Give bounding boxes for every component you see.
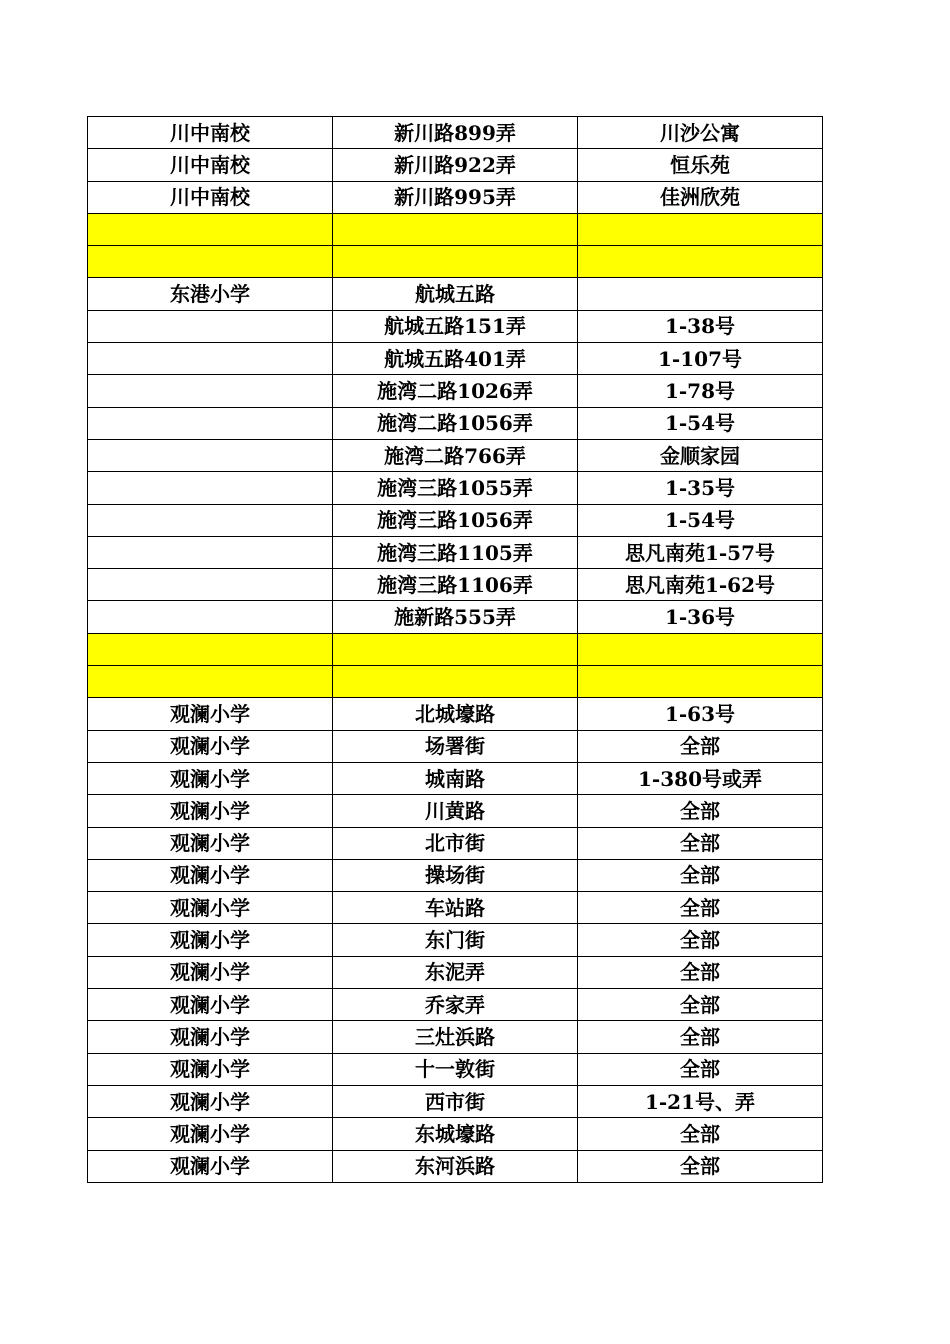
road-cell[interactable]: 操场街 [333,859,578,891]
table-row [88,439,823,471]
table-row [88,989,823,1021]
scope-cell[interactable]: 1-36号 [578,601,823,633]
road-cell[interactable]: 航城五路401弄 [333,343,578,375]
table-row-highlighted [88,213,823,245]
road-cell[interactable]: 施湾二路1056弄 [333,407,578,439]
school-cell[interactable] [88,407,333,439]
school-cell[interactable] [88,310,333,342]
school-cell[interactable]: 观澜小学 [88,795,333,827]
road-cell[interactable] [333,213,578,245]
address-table [87,116,823,1183]
school-cell[interactable] [88,439,333,471]
table-row [88,924,823,956]
school-cell[interactable]: 观澜小学 [88,1150,333,1182]
road-cell[interactable]: 施新路555弄 [333,601,578,633]
table-row [88,1053,823,1085]
school-cell[interactable] [88,213,333,245]
table-row [88,827,823,859]
school-cell[interactable]: 观澜小学 [88,698,333,730]
table-row [88,117,823,149]
scope-cell[interactable]: 1-21号、弄 [578,1085,823,1117]
school-cell[interactable]: 观澜小学 [88,730,333,762]
scope-cell[interactable]: 1-38号 [578,310,823,342]
school-cell[interactable]: 川中南校 [88,117,333,149]
school-cell[interactable]: 川中南校 [88,181,333,213]
scope-cell[interactable]: 1-78号 [578,375,823,407]
scope-cell[interactable]: 全部 [578,1150,823,1182]
school-cell[interactable] [88,246,333,278]
school-cell[interactable]: 观澜小学 [88,1021,333,1053]
table-row [88,569,823,601]
table-row [88,762,823,794]
road-cell[interactable]: 东河浜路 [333,1150,578,1182]
school-cell[interactable]: 观澜小学 [88,1053,333,1085]
scope-cell[interactable]: 恒乐苑 [578,149,823,181]
road-cell[interactable]: 施湾二路1026弄 [333,375,578,407]
table-row [88,278,823,310]
road-cell[interactable]: 东门街 [333,924,578,956]
school-cell[interactable] [88,536,333,568]
road-cell[interactable]: 乔家弄 [333,989,578,1021]
table-row-highlighted [88,633,823,665]
road-cell[interactable]: 东城壕路 [333,1118,578,1150]
road-cell[interactable]: 施湾三路1056弄 [333,504,578,536]
road-cell[interactable]: 新川路995弄 [333,181,578,213]
table-row [88,504,823,536]
school-cell[interactable]: 观澜小学 [88,956,333,988]
table-row [88,1021,823,1053]
road-cell[interactable]: 西市街 [333,1085,578,1117]
school-cell[interactable] [88,504,333,536]
school-cell[interactable]: 观澜小学 [88,859,333,891]
road-cell[interactable]: 施湾三路1055弄 [333,472,578,504]
road-cell[interactable] [333,666,578,698]
table-row [88,407,823,439]
road-cell[interactable] [333,246,578,278]
table-row [88,956,823,988]
road-cell[interactable]: 施湾二路766弄 [333,439,578,471]
scope-cell[interactable]: 思凡南苑1-62号 [578,569,823,601]
scope-cell[interactable]: 全部 [578,924,823,956]
school-cell[interactable] [88,601,333,633]
road-cell[interactable]: 十一敦街 [333,1053,578,1085]
table-row [88,343,823,375]
table-row [88,698,823,730]
scope-cell[interactable] [578,246,823,278]
scope-cell[interactable]: 全部 [578,1053,823,1085]
table-row [88,472,823,504]
road-cell[interactable]: 施湾三路1105弄 [333,536,578,568]
table-row [88,310,823,342]
scope-cell[interactable] [578,278,823,310]
table-row-highlighted [88,666,823,698]
scope-cell[interactable] [578,213,823,245]
school-cell[interactable]: 川中南校 [88,149,333,181]
school-cell[interactable] [88,375,333,407]
table-row [88,601,823,633]
school-cell[interactable]: 观澜小学 [88,1118,333,1150]
scope-cell[interactable]: 全部 [578,859,823,891]
school-cell[interactable]: 观澜小学 [88,1085,333,1117]
road-cell[interactable]: 新川路899弄 [333,117,578,149]
table-row [88,730,823,762]
scope-cell[interactable]: 1-54号 [578,407,823,439]
road-cell[interactable]: 新川路922弄 [333,149,578,181]
scope-cell[interactable]: 金顺家园 [578,439,823,471]
scope-cell[interactable] [578,666,823,698]
school-cell[interactable] [88,343,333,375]
road-cell[interactable]: 施湾三路1106弄 [333,569,578,601]
table-row [88,795,823,827]
scope-cell[interactable]: 佳洲欣苑 [578,181,823,213]
scope-cell[interactable]: 全部 [578,989,823,1021]
road-cell[interactable]: 北城壕路 [333,698,578,730]
road-cell[interactable]: 东泥弄 [333,956,578,988]
table-row [88,892,823,924]
table-row [88,181,823,213]
road-cell[interactable] [333,633,578,665]
scope-cell[interactable]: 全部 [578,795,823,827]
table-row [88,1150,823,1182]
scope-cell[interactable]: 全部 [578,892,823,924]
table-row [88,1085,823,1117]
scope-cell[interactable]: 全部 [578,1118,823,1150]
road-cell[interactable]: 川黄路 [333,795,578,827]
school-cell[interactable]: 观澜小学 [88,892,333,924]
scope-cell[interactable] [578,633,823,665]
school-cell[interactable]: 观澜小学 [88,827,333,859]
school-cell[interactable]: 观澜小学 [88,762,333,794]
table-row [88,149,823,181]
road-cell[interactable]: 三灶浜路 [333,1021,578,1053]
road-cell[interactable]: 车站路 [333,892,578,924]
table-row [88,375,823,407]
table-row [88,536,823,568]
scope-cell[interactable]: 思凡南苑1-57号 [578,536,823,568]
table-row [88,859,823,891]
road-cell[interactable]: 北市街 [333,827,578,859]
scope-cell[interactable]: 全部 [578,956,823,988]
table-row [88,1118,823,1150]
school-cell[interactable]: 东港小学 [88,278,333,310]
scope-cell[interactable]: 1-35号 [578,472,823,504]
road-cell[interactable]: 航城五路151弄 [333,310,578,342]
table-body [88,117,823,1183]
school-cell[interactable] [88,666,333,698]
road-cell[interactable]: 航城五路 [333,278,578,310]
school-cell[interactable]: 观澜小学 [88,989,333,1021]
road-cell[interactable]: 城南路 [333,762,578,794]
scope-cell[interactable]: 全部 [578,730,823,762]
school-cell[interactable]: 观澜小学 [88,924,333,956]
scope-cell[interactable]: 1-380号或弄 [578,762,823,794]
scope-cell[interactable]: 1-54号 [578,504,823,536]
table-row-highlighted [88,246,823,278]
scope-cell[interactable]: 全部 [578,1021,823,1053]
scope-cell[interactable]: 川沙公寓 [578,117,823,149]
school-cell[interactable] [88,633,333,665]
scope-cell[interactable]: 全部 [578,827,823,859]
scope-cell[interactable]: 1-107号 [578,343,823,375]
school-cell[interactable] [88,569,333,601]
road-cell[interactable]: 场署街 [333,730,578,762]
school-cell[interactable] [88,472,333,504]
scope-cell[interactable]: 1-63号 [578,698,823,730]
